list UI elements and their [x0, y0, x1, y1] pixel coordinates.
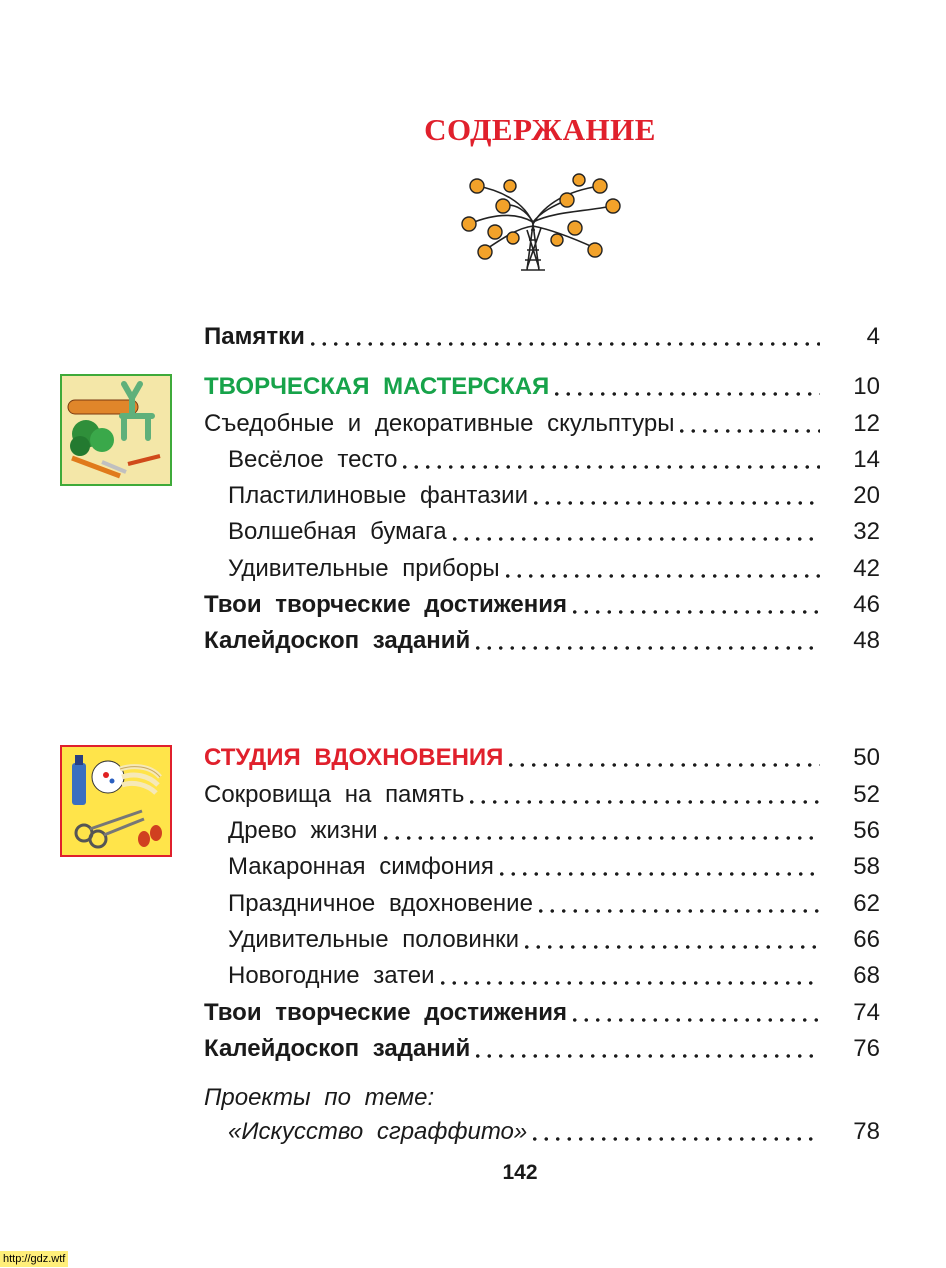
- toc-entry-page: 74: [853, 999, 880, 1026]
- dot-leader: [472, 646, 820, 650]
- dot-leader: [502, 574, 820, 578]
- toc-entry-label: Съедобные и декоративные скульптуры: [204, 410, 675, 437]
- toc-subentry[interactable]: [228, 848, 880, 882]
- toc-entry-label: Новогодние затеи: [228, 962, 435, 989]
- toc-entry-page: 78: [853, 1118, 880, 1145]
- toc-entry[interactable]: [204, 994, 880, 1028]
- dot-leader: [496, 872, 820, 876]
- toc-entry-label: Твои творческие достижения: [204, 591, 568, 618]
- dot-leader: [529, 1137, 820, 1141]
- toc-entry-page: 56: [853, 817, 880, 844]
- toc-entry-label: Макаронная симфония: [228, 853, 494, 880]
- toc-entry[interactable]: [204, 776, 880, 810]
- toc-entry-label: Калейдоскоп заданий: [204, 627, 471, 654]
- toc-subentry[interactable]: [228, 550, 880, 584]
- dot-leader: [437, 981, 820, 985]
- toc-entry-label: Памятки: [204, 323, 305, 350]
- toc-entry-page: 20: [853, 482, 880, 509]
- dot-leader: [551, 392, 820, 396]
- toc-subentry[interactable]: [228, 513, 880, 547]
- toc-entry-page: 52: [853, 781, 880, 808]
- dot-leader: [307, 342, 820, 346]
- toc-entry-label: Удивительные приборы: [228, 555, 500, 582]
- toc-subentry[interactable]: [228, 441, 880, 475]
- toc-subentry[interactable]: [228, 1113, 880, 1147]
- watermark-link[interactable]: http://gdz.wtf: [0, 1251, 68, 1267]
- toc-entry-label: Пластилиновые фантазии: [228, 482, 528, 509]
- toc-entry-page: 14: [853, 446, 880, 473]
- dot-leader: [521, 945, 820, 949]
- toc-entry-label: Удивительные половинки: [228, 926, 519, 953]
- dot-leader: [449, 537, 820, 541]
- toc-section-heading[interactable]: [204, 739, 880, 773]
- toc-entry-page: 76: [853, 1035, 880, 1062]
- toc-entry-label: Твои творческие достижения: [204, 999, 568, 1026]
- dot-leader: [466, 800, 820, 804]
- toc-entry-page: 58: [853, 853, 880, 880]
- toc-entry-page: 46: [853, 591, 880, 618]
- toc-subentry[interactable]: [228, 812, 880, 846]
- toc-entry-label: Сокровища на память: [204, 781, 465, 808]
- toc-section-heading[interactable]: [204, 368, 880, 402]
- toc-entry-page: 10: [853, 373, 880, 400]
- dot-leader: [380, 836, 820, 840]
- toc-subentry[interactable]: [228, 885, 880, 919]
- toc-subentry[interactable]: [228, 921, 880, 955]
- dot-leader: [676, 429, 820, 433]
- bead-tree-illustration: [455, 172, 625, 276]
- dot-leader: [535, 909, 820, 913]
- dot-leader: [472, 1054, 820, 1058]
- toc-subentry[interactable]: [228, 957, 880, 991]
- toc-entry-page: 62: [853, 890, 880, 917]
- toc-entry[interactable]: [204, 318, 880, 352]
- toc-entry-label: Древо жизни: [228, 817, 378, 844]
- toc-entry[interactable]: [204, 405, 880, 439]
- toc-entry-page: 32: [853, 518, 880, 545]
- toc-entry-page: 50: [853, 744, 880, 771]
- dot-leader: [505, 763, 820, 767]
- toc-entry-page: 42: [853, 555, 880, 582]
- dot-leader: [569, 610, 820, 614]
- toc-entry-page: 48: [853, 627, 880, 654]
- toc-entry-label: ТВОРЧЕСКАЯ МАСТЕРСКАЯ: [204, 373, 550, 400]
- toc-entry-page: 68: [853, 962, 880, 989]
- toc-entry-page: 4: [866, 323, 880, 350]
- dot-leader: [530, 501, 820, 505]
- studio-crafts-icon: [60, 745, 172, 857]
- dot-leader: [569, 1018, 820, 1022]
- workshop-crafts-icon: [60, 374, 172, 486]
- dot-leader: [399, 465, 820, 469]
- toc-entry[interactable]: [204, 622, 880, 656]
- toc-entry-label: СТУДИЯ ВДОХНОВЕНИЯ: [204, 744, 504, 771]
- toc-entry[interactable]: [204, 586, 880, 620]
- toc-entry-label: Весёлое тесто: [228, 446, 398, 473]
- toc-entry-page: 12: [853, 410, 880, 437]
- toc-entry[interactable]: [204, 1030, 880, 1064]
- project-intro: Проекты по теме:: [204, 1084, 435, 1111]
- toc-entry-label: Волшебная бумага: [228, 518, 447, 545]
- toc-entry-label: Праздничное вдохновение: [228, 890, 533, 917]
- page-title: СОДЕРЖАНИЕ: [424, 112, 656, 147]
- toc-entry-label: Калейдоскоп заданий: [204, 1035, 471, 1062]
- toc-entry-page: 66: [853, 926, 880, 953]
- toc-subentry[interactable]: [228, 477, 880, 511]
- page-number: 142: [502, 1161, 538, 1184]
- toc-entry-label: «Искусство сграффито»: [228, 1118, 528, 1145]
